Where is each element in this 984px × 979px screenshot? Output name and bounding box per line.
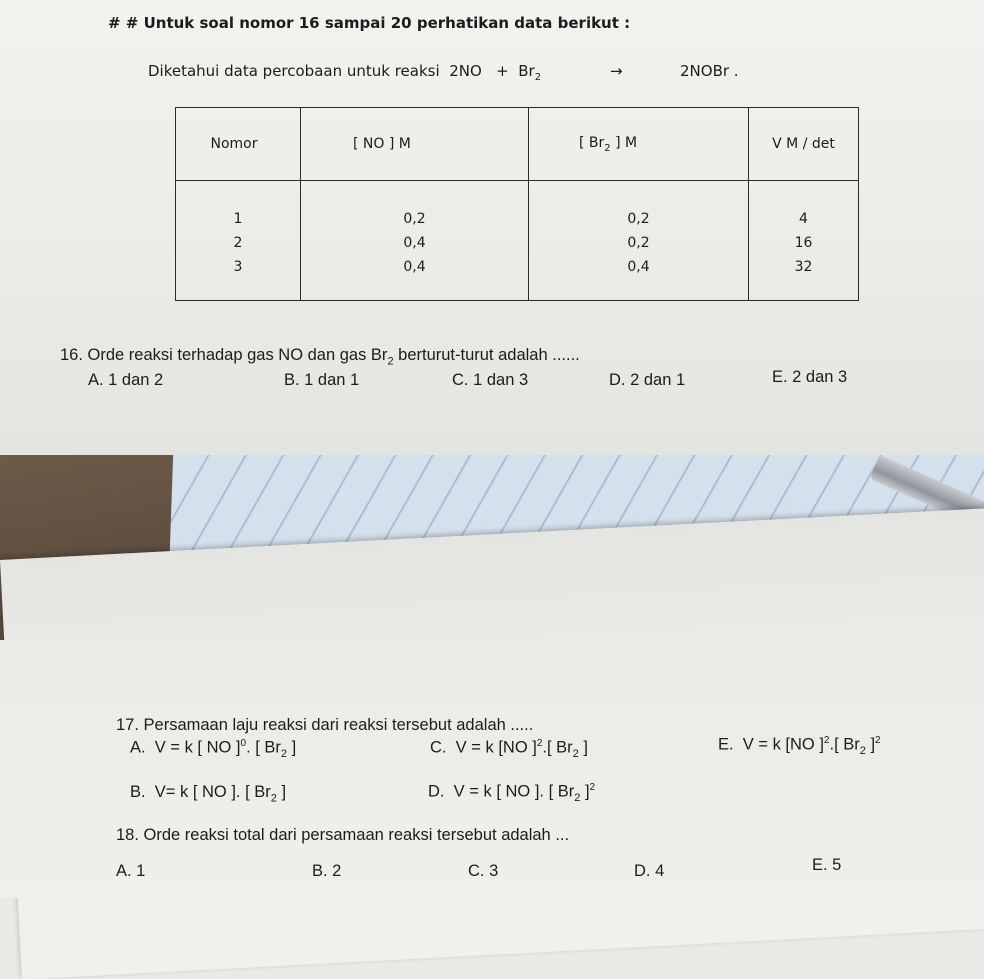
q16-stem: 16. Orde reaksi terhadap gas NO dan gas $Br_2$ berturut-turut adalah ...... bbox=[60, 346, 580, 368]
q17-option-b[interactable]: B. V= k [ NO ]. [ $Br_2$ ] bbox=[130, 783, 287, 805]
cell-br2-3: 0,4 bbox=[627, 259, 650, 275]
cell-rate-3: 32 bbox=[794, 259, 813, 275]
q16-option-b[interactable]: B. 1 dan 1 bbox=[284, 371, 360, 389]
reaction-arrow: → bbox=[610, 62, 623, 80]
reactant-br2: $Br_2$ bbox=[518, 62, 542, 83]
q17-option-a[interactable]: A. V = k [ NO ]$^0$. [ $Br_2$ ] bbox=[130, 738, 297, 760]
header-nomor: Nomor bbox=[176, 108, 301, 181]
col-rate bbox=[749, 181, 859, 301]
q17-option-c[interactable]: C. V = k [NO ]$^2$.[ $Br_2$ ] bbox=[430, 738, 588, 760]
reaction-line bbox=[148, 62, 768, 82]
col-no bbox=[301, 181, 529, 301]
cell-br2-2: 0,2 bbox=[627, 235, 650, 251]
cell-no-2: 0,4 bbox=[403, 235, 426, 251]
q16-option-d[interactable]: D. 2 dan 1 bbox=[609, 371, 686, 389]
col-br2 bbox=[529, 181, 749, 301]
cell-no-3: 0,4 bbox=[403, 259, 426, 275]
instruction-heading: # # Untuk soal nomor 16 sampai 20 perhatikan data berikut : bbox=[108, 14, 631, 32]
cell-br2-1: 0,2 bbox=[627, 211, 650, 227]
header-no-concentration: [ NO ] M bbox=[301, 108, 529, 181]
q18-option-d[interactable]: D. 4 bbox=[634, 862, 665, 880]
header-rate: V M / det bbox=[749, 108, 859, 181]
cell-rate-2: 16 bbox=[794, 235, 813, 251]
q18-option-c[interactable]: C. 3 bbox=[468, 862, 499, 880]
q17-option-e[interactable]: E. V = k [NO ]$^2$.[ $Br_2$ ]$^2$ bbox=[718, 735, 881, 757]
table-header-row bbox=[176, 108, 859, 181]
table-body-row bbox=[176, 181, 859, 301]
col-nomor bbox=[176, 181, 301, 301]
cell-nomor-1: 1 bbox=[233, 211, 243, 227]
q18-option-e[interactable]: E. 5 bbox=[812, 856, 842, 874]
q18-option-a[interactable]: A. 1 bbox=[116, 862, 146, 880]
header-br2-concentration: [ $Br_2$ ] M bbox=[529, 108, 749, 181]
cell-nomor-2: 2 bbox=[233, 235, 243, 251]
product-nobr: 2NOBr . bbox=[680, 62, 739, 80]
cell-nomor-3: 3 bbox=[233, 259, 243, 275]
plus-sign: + bbox=[496, 62, 509, 80]
q18-stem: 18. Orde reaksi total dari persamaan reaksi tersebut adalah ... bbox=[116, 826, 570, 844]
cell-rate-1: 4 bbox=[799, 211, 808, 227]
reaction-reactants bbox=[148, 62, 541, 83]
q16-option-a[interactable]: A. 1 dan 2 bbox=[88, 371, 164, 389]
reaction-prefix: Diketahui data percobaan untuk reaksi bbox=[148, 62, 440, 80]
q16-option-e[interactable]: E. 2 dan 3 bbox=[772, 368, 848, 386]
experiment-data-table bbox=[175, 107, 859, 301]
reactant-no: 2NO bbox=[449, 62, 482, 80]
q16-option-c[interactable]: C. 1 dan 3 bbox=[452, 371, 529, 389]
q17-option-d[interactable]: D. V = k [ NO ]. [ $Br_2$ ]$^2$ bbox=[428, 782, 596, 804]
cell-no-1: 0,2 bbox=[403, 211, 426, 227]
q17-stem: 17. Persamaan laju reaksi dari reaksi tersebut adalah ..... bbox=[116, 716, 534, 734]
q18-option-b[interactable]: B. 2 bbox=[312, 862, 342, 880]
